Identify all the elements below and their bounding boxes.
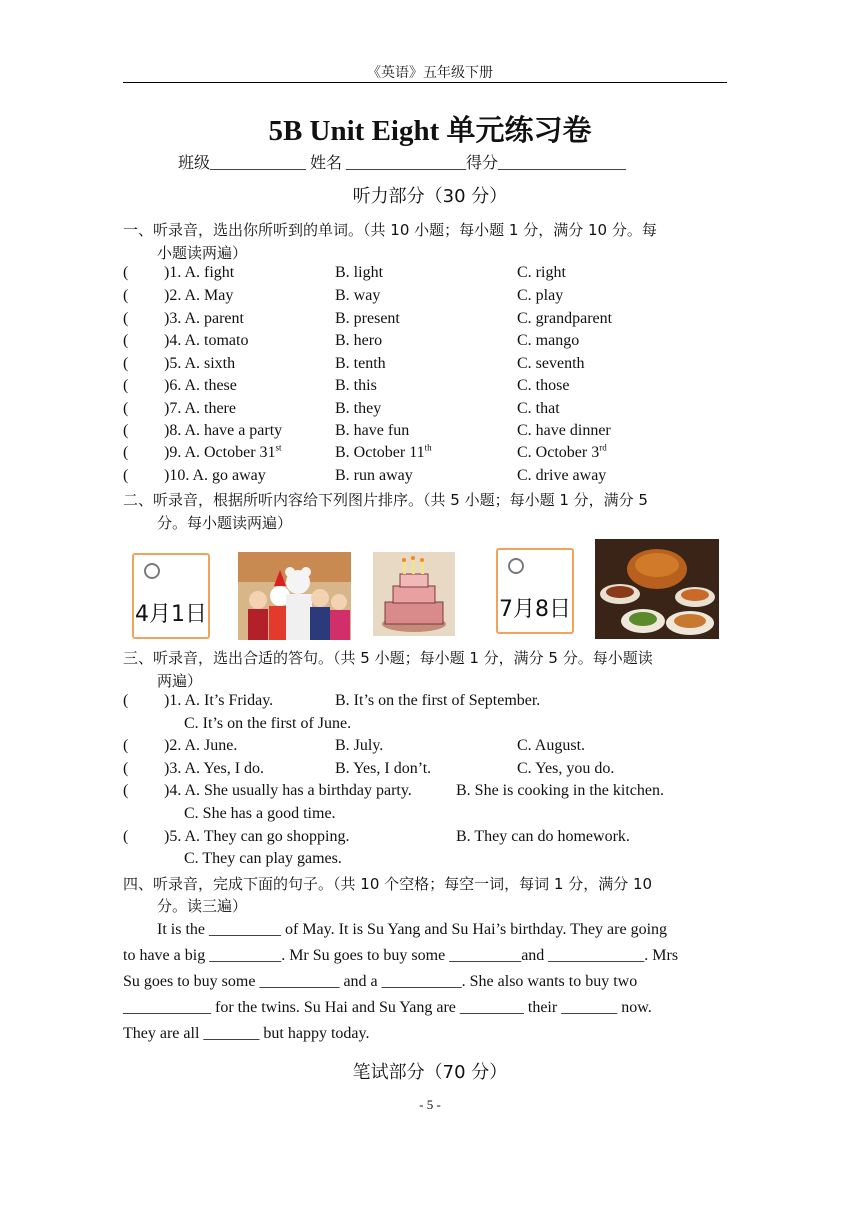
part3-q4-option-b: B. She is cooking in the kitchen.: [456, 782, 664, 799]
ordinal-suffix: st: [275, 442, 282, 453]
part1-q9-option-a: [164, 444, 282, 462]
part1-q4-option-a: )4. A. tomato: [164, 332, 249, 349]
part1-q8-option-c: C. have dinner: [517, 422, 611, 439]
part4-instruction: 四、听录音，完成下面的句子。（共 10 个空格；每空一词，每词 1 分，满分 10: [123, 875, 653, 893]
part3-q2-option-c: C. August.: [517, 737, 586, 754]
answer-paren[interactable]: (: [123, 377, 129, 394]
option-text: C. October 3: [517, 444, 600, 461]
part4-instruction-cont: 分。读三遍）: [157, 897, 248, 915]
part1-q6-option-c: C. those: [517, 377, 570, 394]
part2-instruction: 二、听录音，根据所听内容给下列图片排序。（共 5 小题；每小题 1 分，满分 5: [123, 491, 648, 509]
writing-section-heading: 笔试部分（70 分）: [352, 1062, 508, 1083]
answer-paren[interactable]: (: [123, 422, 129, 439]
turkey-dinner-picture: [595, 539, 719, 639]
part1-q8-option-b: B. have fun: [335, 422, 410, 439]
part3-q1-option-c: C. It’s on the first of June.: [184, 715, 352, 732]
part3-q5-option-b: B. They can do homework.: [456, 828, 630, 845]
listening-section-heading: 听力部分（30 分）: [352, 186, 508, 207]
part1-q9-option-b: [335, 444, 432, 462]
header-rule: [123, 82, 727, 83]
answer-paren[interactable]: (: [123, 400, 129, 417]
part1-q6-option-a: )6. A. these: [164, 377, 237, 394]
party-children-picture: [238, 552, 351, 640]
birthday-cake-picture: [373, 552, 455, 636]
passage-line: They are all _______ but happy today.: [123, 1025, 370, 1042]
part3-q3-option-c: C. Yes, you do.: [517, 760, 615, 777]
part3-instruction-cont: 两遍）: [157, 672, 203, 690]
part1-q10-option-b: B. run away: [335, 467, 413, 484]
answer-paren[interactable]: (: [123, 782, 129, 799]
answer-paren[interactable]: (: [123, 287, 129, 304]
part1-q3-option-a: )3. A. parent: [164, 310, 244, 327]
part3-q5-option-a: )5. A. They can go shopping.: [164, 828, 350, 845]
part1-q4-option-b: B. hero: [335, 332, 383, 349]
calendar-july-picture: [496, 548, 574, 634]
header-book-title: 《英语》五年级下册: [367, 66, 493, 81]
calendar-ring-icon: [144, 563, 160, 579]
part1-q2-option-c: C. play: [517, 287, 564, 304]
answer-paren[interactable]: (: [123, 310, 129, 327]
student-info-line: 班级____________ 姓名 _______________得分________________: [178, 155, 627, 172]
part1-instruction: 一、听录音，选出你所听到的单词。（共 10 小题；每小题 1 分，满分 10 分。每: [123, 221, 657, 239]
ordinal-suffix: rd: [599, 442, 607, 453]
worksheet-title: 5B Unit Eight 单元练习卷: [268, 115, 592, 147]
passage-line: ___________ for the twins. Su Hai and Su Yang are ________ their _______ now.: [123, 999, 652, 1016]
part1-q5-option-a: )5. A. sixth: [164, 355, 236, 372]
part1-q1-option-c: C. right: [517, 264, 566, 281]
part1-q5-option-b: B. tenth: [335, 355, 386, 372]
answer-paren[interactable]: (: [123, 355, 129, 372]
part1-q1-option-a: )1. A. fight: [164, 264, 235, 281]
part1-q3-option-b: B. present: [335, 310, 400, 327]
part3-q5-option-c: C. They can play games.: [184, 850, 342, 867]
passage-line: to have a big _________. Mr Su goes to buy some _________and ____________. Mrs: [123, 947, 679, 964]
part1-q10-option-c: C. drive away: [517, 467, 607, 484]
calendar-ring-icon: [508, 558, 524, 574]
answer-paren[interactable]: (: [123, 264, 129, 281]
answer-paren[interactable]: (: [123, 760, 129, 777]
part1-q6-option-b: B. this: [335, 377, 377, 394]
part1-q7-option-a: )7. A. there: [164, 400, 236, 417]
part3-q4-option-c: C. She has a good time.: [184, 805, 336, 822]
option-text: B. October 11: [335, 444, 425, 461]
part1-q2-option-b: B. way: [335, 287, 381, 304]
calendar-date: 7月8日: [499, 597, 571, 622]
answer-paren[interactable]: (: [123, 692, 129, 709]
part1-q2-option-a: )2. A. May: [164, 287, 234, 304]
part2-instruction-cont: 分。每小题读两遍）: [157, 514, 293, 532]
page-number: - 5 -: [419, 1097, 441, 1112]
part3-instruction: 三、听录音，选出合适的答句。（共 5 小题；每小题 1 分，满分 5 分。每小题读: [123, 649, 653, 667]
part1-q10-option-a: )10. A. go away: [164, 467, 266, 484]
part3-q3-option-b: B. Yes, I don’t.: [335, 760, 432, 777]
calendar-april-picture: [132, 553, 210, 639]
answer-paren[interactable]: (: [123, 828, 129, 845]
option-text: )9. A. October 31: [164, 444, 276, 461]
part1-q3-option-c: C. grandparent: [517, 310, 613, 327]
passage-line: Su goes to buy some __________ and a __________. She also wants to buy two: [123, 973, 638, 990]
answer-paren[interactable]: (: [123, 467, 129, 484]
part1-q7-option-c: C. that: [517, 400, 560, 417]
part1-instruction-cont: 小题读两遍）: [157, 244, 248, 262]
part1-q9-option-c: [517, 444, 607, 462]
answer-paren[interactable]: (: [123, 737, 129, 754]
part1-q1-option-b: B. light: [335, 264, 384, 281]
passage-line: It is the _________ of May. It is Su Yang and Su Hai’s birthday. They are going: [157, 921, 668, 938]
part1-q4-option-c: C. mango: [517, 332, 580, 349]
part3-q1-option-b: B. It’s on the first of September.: [335, 692, 541, 709]
part3-q2-option-b: B. July.: [335, 737, 384, 754]
answer-paren[interactable]: (: [123, 332, 129, 349]
calendar-date: 4月1日: [135, 602, 207, 627]
part3-q1-option-a: )1. A. It’s Friday.: [164, 692, 274, 709]
answer-paren[interactable]: (: [123, 444, 129, 461]
part3-q2-option-a: )2. A. June.: [164, 737, 238, 754]
part1-q7-option-b: B. they: [335, 400, 382, 417]
part3-q3-option-a: )3. A. Yes, I do.: [164, 760, 265, 777]
part1-q8-option-a: )8. A. have a party: [164, 422, 283, 439]
part3-q4-option-a: )4. A. She usually has a birthday party.: [164, 782, 412, 799]
part1-q5-option-c: C. seventh: [517, 355, 585, 372]
ordinal-suffix: th: [424, 442, 432, 453]
